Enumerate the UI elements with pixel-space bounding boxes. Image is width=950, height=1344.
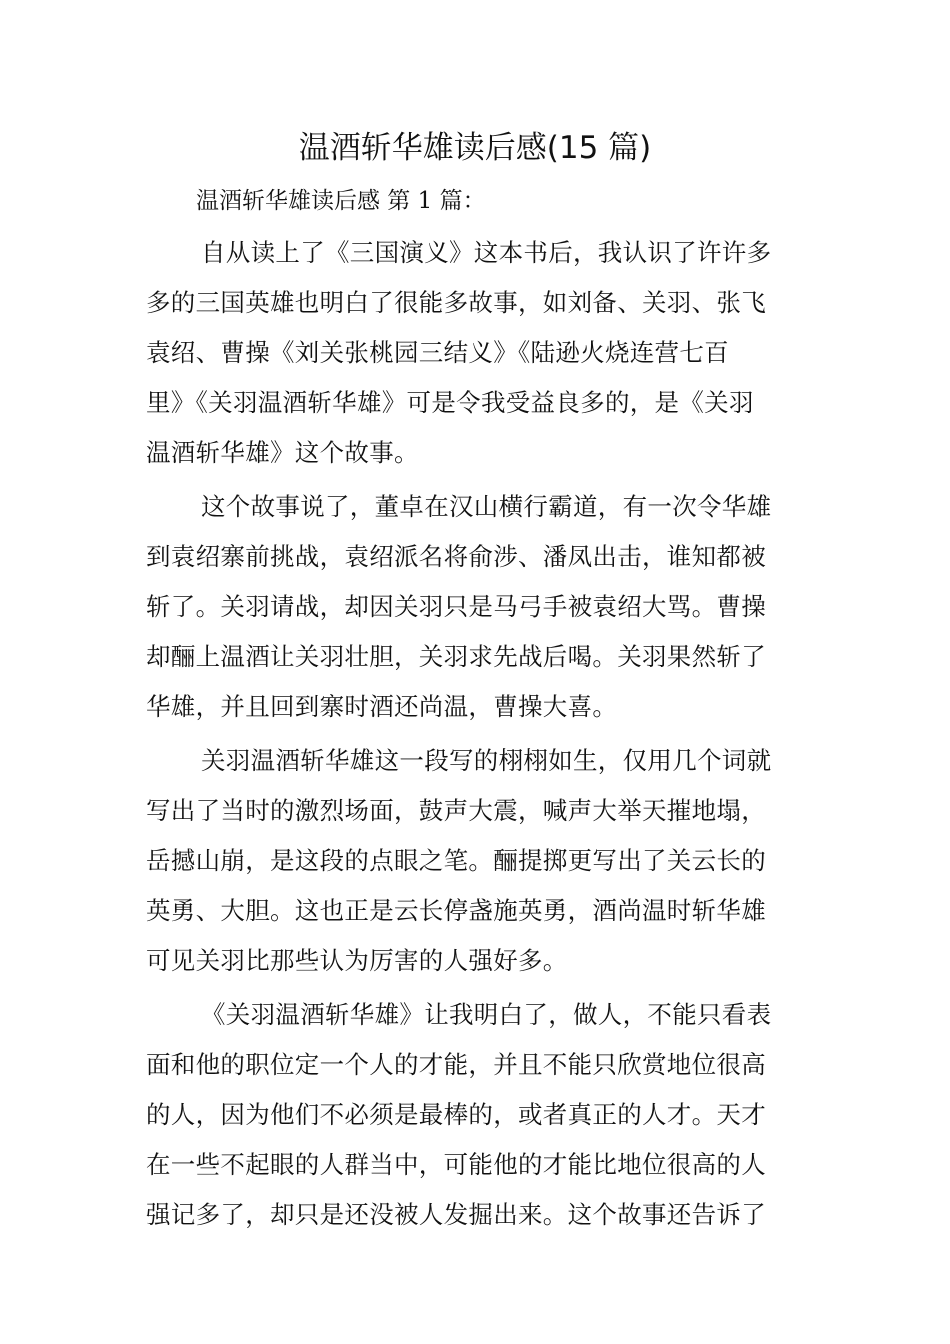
text-line: 面和他的职位定一个人的才能，并且不能只欣赏地位很高	[146, 1050, 766, 1079]
document-body	[146, 228, 808, 1244]
text-line: 关羽温酒斩华雄这一段写的栩栩如生，仅用几个词就	[201, 746, 772, 775]
text-line: 多的三国英雄也明白了很能多故事，如刘备、关羽、张飞	[146, 288, 766, 317]
paragraph-1	[146, 228, 808, 478]
text-line: 这个故事说了，董卓在汉山横行霸道，有一次令华雄	[201, 492, 772, 521]
text-line: 华雄，并且回到寨时酒还尚温，曹操大喜。	[146, 692, 618, 721]
text-line: 《关羽温酒斩华雄》让我明白了，做人，不能只看表	[201, 1000, 772, 1029]
text-line: 到袁绍寨前挑战，袁绍派名将俞涉、潘凤出击，谁知都被	[146, 542, 766, 571]
paragraph-4	[146, 990, 808, 1240]
text-line: 温酒斩华雄》这个故事。	[146, 438, 419, 467]
text-line: 写出了当时的激烈场面，鼓声大震，喊声大举天摧地塌，	[146, 796, 766, 825]
text-line: 里》《关羽温酒斩华雄》可是令我受益良多的，是《关羽	[146, 388, 754, 417]
text-line: 可见关羽比那些认为厉害的人强好多。	[146, 946, 568, 975]
text-line: 在一些不起眼的人群当中，可能他的才能比地位很高的人	[146, 1150, 766, 1179]
text-line: 袁绍、曹操《刘关张桃园三结义》《陆逊火烧连营七百	[146, 338, 729, 367]
section-heading: 温酒斩华雄读后感 第 1 篇：	[196, 188, 486, 214]
text-line: 英勇、大胆。这也正是云长停盏施英勇，酒尚温时斩华雄	[146, 896, 766, 925]
text-line: 强记多了，却只是还没被人发掘出来。这个故事还告诉了	[146, 1200, 766, 1229]
text-line: 岳撼山崩，是这段的点眼之笔。酾提掷更写出了关云长的	[146, 846, 766, 875]
document-title: 温酒斩华雄读后感(15 篇)	[298, 130, 652, 166]
text-line: 却酾上温酒让关羽壮胆，关羽求先战后喝。关羽果然斩了	[146, 642, 766, 671]
paragraph-3	[146, 736, 808, 986]
text-line: 斩了。关羽请战，却因关羽只是马弓手被袁绍大骂。曹操	[146, 592, 766, 621]
paragraph-2	[146, 482, 808, 732]
text-line: 的人，因为他们不必须是最棒的，或者真正的人才。天才	[146, 1100, 766, 1129]
text-line: 自从读上了《三国演义》这本书后，我认识了许许多	[201, 238, 772, 267]
